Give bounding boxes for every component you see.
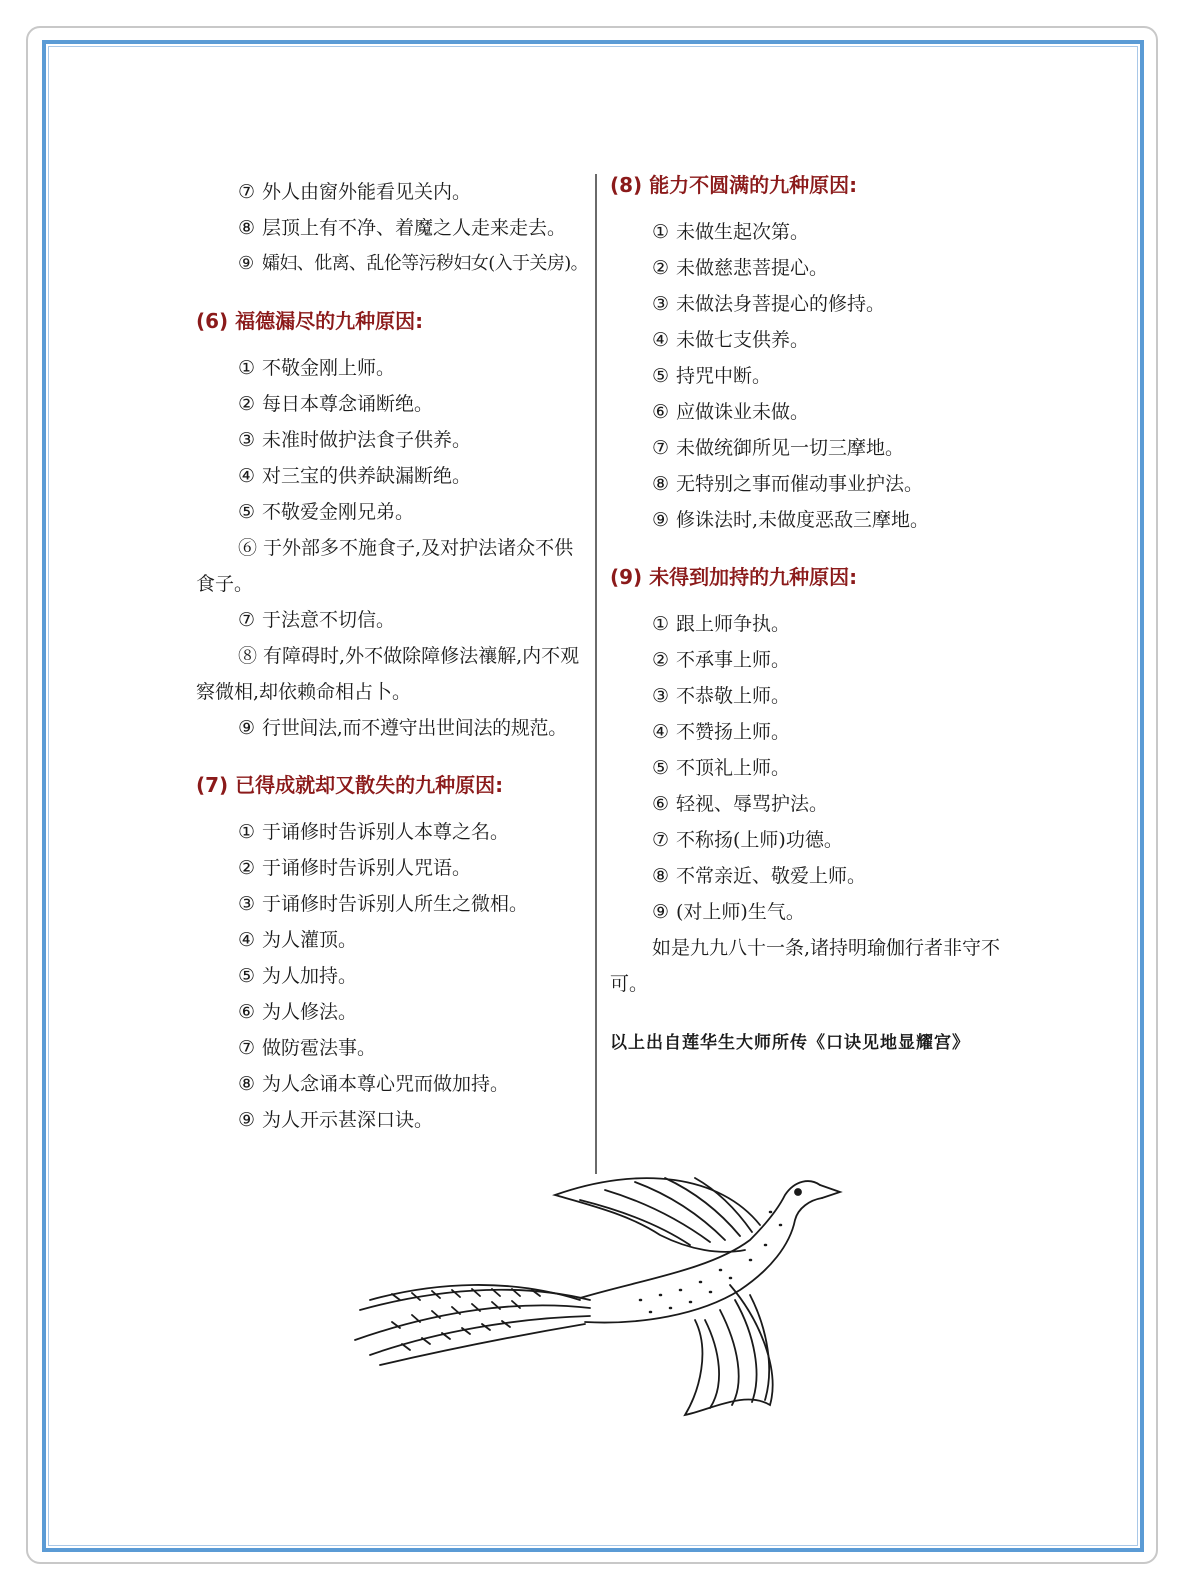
list-item: ⑧ 不常亲近、敬爱上师。 [652, 865, 867, 887]
list-item: ④ 未做七支供养。 [652, 329, 810, 351]
list-item: ③ 不恭敬上师。 [652, 685, 791, 707]
list-item: ⑦ 外人由窗外能看见关内。 [238, 181, 472, 203]
list-item: ⑦ 未做统御所见一切三摩地。 [652, 437, 905, 459]
source-citation: 以上出自莲华生大师所传《口诀见地显耀宫》 [610, 1033, 970, 1053]
list-item: ③ 未做法身菩提心的修持。 [652, 293, 886, 315]
column-divider [595, 174, 597, 1174]
conclusion-text: 如是九九八十一条,诸持明瑜伽行者非守不可。 [610, 937, 1001, 995]
list-item: ⑤ 为人加持。 [238, 965, 358, 987]
list-item: ⑧ 层顶上有不净、着魔之人走来走去。 [238, 217, 567, 239]
list-item: ⑨ 孀妇、仳离、乱伦等污秽妇女(入于关房)。 [238, 253, 589, 274]
list-item: ③ 于诵修时告诉别人所生之微相。 [238, 893, 529, 915]
list-item: ② 于诵修时告诉别人咒语。 [238, 857, 472, 879]
list-item: ① 未做生起次第。 [652, 221, 810, 243]
list-item: ⑨ 为人开示甚深口诀。 [238, 1109, 434, 1131]
list-item: ① 跟上师争执。 [652, 613, 791, 635]
list-item: ⑥ 为人修法。 [238, 1001, 358, 1023]
list-item: ⑨ 修诛法时,未做度恶敌三摩地。 [652, 509, 930, 531]
left-column [196, 174, 588, 1138]
list-item: ② 每日本尊念诵断绝。 [238, 393, 434, 415]
list-item: ③ 未准时做护法食子供养。 [238, 429, 472, 451]
section-9-heading: (9) 未得到加持的九种原因: [610, 565, 858, 589]
section-6-heading: (6) 福德漏尽的九种原因: [196, 309, 424, 333]
list-item: ⑦ 做防雹法事。 [238, 1037, 377, 1059]
list-item: ② 未做慈悲菩提心。 [652, 257, 829, 279]
list-item: ⑥ 轻视、辱骂护法。 [652, 793, 829, 815]
list-item: ⑦ 于法意不切信。 [238, 609, 396, 631]
list-item: ⑤ 持咒中断。 [652, 365, 772, 387]
bird-illustration [340, 1150, 850, 1450]
list-item: ④ 对三宝的供养缺漏断绝。 [238, 465, 472, 487]
list-item: ① 不敬金刚上师。 [238, 357, 396, 379]
list-item: ④ 为人灌顶。 [238, 929, 358, 951]
list-item: ④ 不赞扬上师。 [652, 721, 791, 743]
section-8-heading: (8) 能力不圆满的九种原因: [610, 173, 858, 197]
list-item-wrapped: ⑥ 于外部多不施食子,及对护法诸众不供食子。 [196, 537, 574, 595]
list-item-wrapped: ⑧ 有障碍时,外不做除障修法禳解,内不观察微相,却依赖命相占卜。 [196, 645, 580, 703]
list-item: ⑧ 无特别之事而催动事业护法。 [652, 473, 924, 495]
section-7-heading: (7) 已得成就却又散失的九种原因: [196, 773, 504, 797]
list-item: ⑨ 行世间法,而不遵守出世间法的规范。 [238, 717, 567, 739]
right-column [610, 170, 1010, 1053]
list-item: ⑧ 为人念诵本尊心咒而做加持。 [238, 1073, 510, 1095]
list-item: ⑦ 不称扬(上师)功德。 [652, 829, 843, 851]
list-item: ⑨ (对上师)生气。 [652, 901, 805, 923]
list-item: ② 不承事上师。 [652, 649, 791, 671]
list-item: ⑤ 不顶礼上师。 [652, 757, 791, 779]
list-item: ⑤ 不敬爱金刚兄弟。 [238, 501, 415, 523]
list-item: ① 于诵修时告诉别人本尊之名。 [238, 821, 510, 843]
list-item: ⑥ 应做诛业未做。 [652, 401, 810, 423]
